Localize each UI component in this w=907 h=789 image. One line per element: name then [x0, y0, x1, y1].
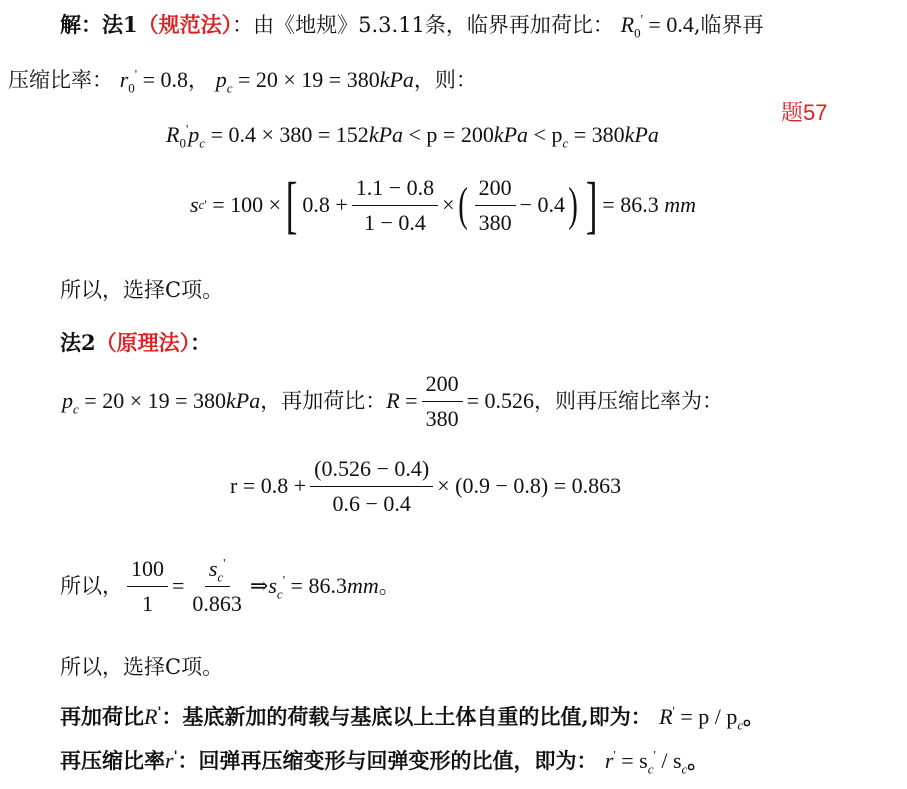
conclusion-2: 所以，选择C项。 [60, 655, 224, 679]
line-2 [8, 65, 477, 95]
method-1-label: 法1 [102, 12, 138, 37]
line-1 [60, 10, 764, 40]
r0-formula: $r_0' = 0.8$ [119, 66, 189, 96]
R0-formula: $R_0' = 0.4$ [620, 11, 694, 41]
method-1-name: （规范法） [137, 12, 233, 37]
solution-label: 解： [60, 12, 102, 37]
equation-2: s c ' = 100 × [ 0.8 + $\frac{1.1 - 0.8}{1 - 0.4}$ × ( $\frac{200}{380}$ − 0.4 ) ] = 86.3 mm [190, 169, 696, 240]
definition-R: 再加荷比R'：基底新加的荷载与基底以上土体自重的比值,即为： $R' = p / p_c$。 [60, 703, 765, 733]
pc-formula: $p_c = 20 \times 19 = 380kPa$ [215, 67, 414, 96]
equation-1: $R_0'p_c = 0.4 \times 380 = 152kPa < p = 200kPa < p_c = 380kPa$ [166, 121, 659, 151]
line-2-lead: 压缩比率： [8, 68, 113, 92]
question-tag: 题57 [781, 100, 828, 125]
equation-3: r = 0.8 + $\frac{(0.526 - 0.4)}{0.6 - 0.4}$ × (0.9 − 0.8) = 0.863 [230, 455, 622, 516]
definition-r: 再压缩比率r'：回弹再压缩变形与回弹变形的比值，即为： $r' = s_c' / s_c$。 [60, 747, 709, 777]
line-1-intro: ：由《地规》5.3.11条，临界再加荷比： [232, 13, 614, 37]
conclusion-1: 所以，选择C项。 [60, 278, 224, 302]
line-2-then: ，则： [413, 68, 477, 92]
line-1-tail: ,临界再 [693, 13, 764, 37]
method-2-heading: 法2（原理法）： [60, 330, 212, 355]
method-2-name: （原理法） [95, 330, 191, 355]
method-2-label: 法2 [60, 330, 96, 355]
comma: ， [188, 68, 210, 92]
equation-4: 所以， $\frac{100}{1}$ = $\frac{s_c'}{0.863}$ ⇒ $s_c' = 86.3mm$ 。 [60, 555, 400, 616]
pc-R-line: $p_c = 20 \times 19 = 380kPa$ ，再加荷比： R = $\frac{200}{380}$ = 0.526 ，则再压缩比率为： [62, 370, 724, 431]
